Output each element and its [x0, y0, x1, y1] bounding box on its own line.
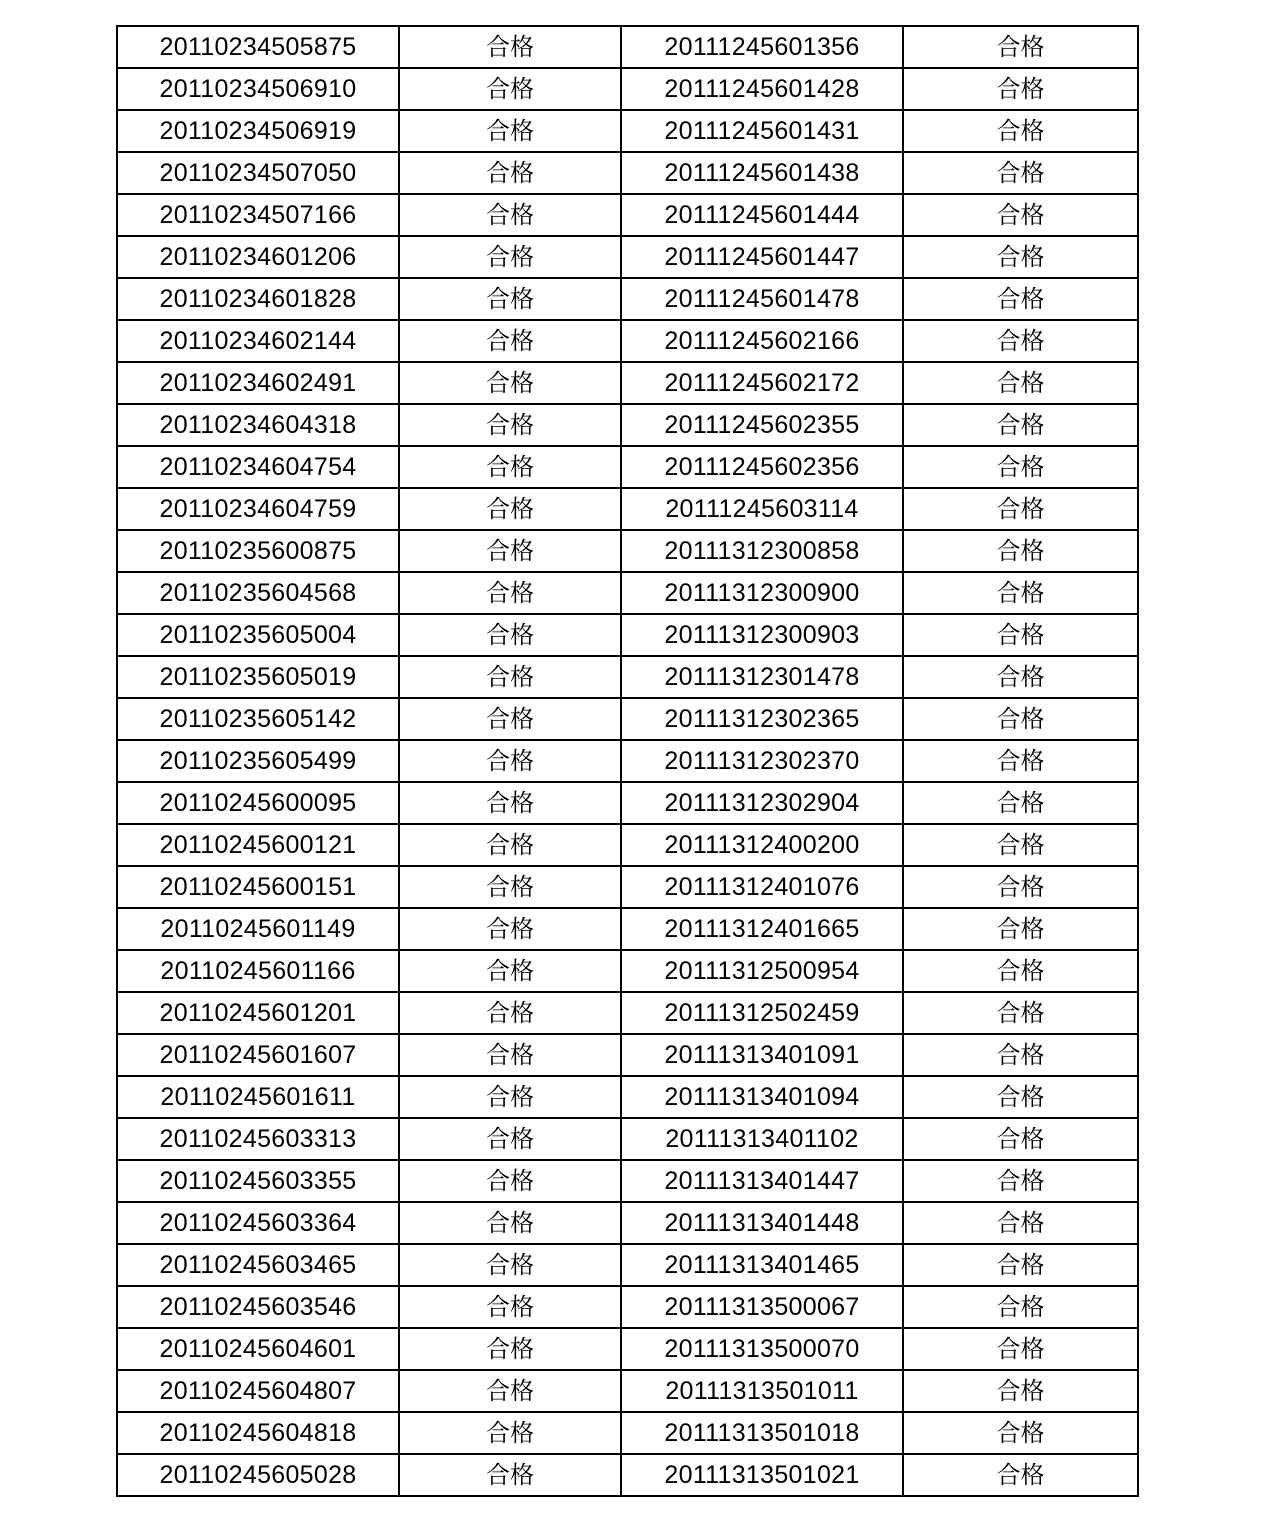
right-status-cell: 合格: [903, 320, 1138, 362]
table-row: [117, 656, 1138, 698]
right-status-cell: 合格: [903, 1454, 1138, 1496]
table-row: [117, 1118, 1138, 1160]
left-exam-id-cell: 20110245603313: [117, 1118, 399, 1160]
left-status-cell: 合格: [399, 236, 621, 278]
left-status-cell: 合格: [399, 1244, 621, 1286]
right-status-cell: 合格: [903, 1034, 1138, 1076]
table-row: [117, 992, 1138, 1034]
table-row: [117, 1244, 1138, 1286]
left-exam-id-cell: 20110245601166: [117, 950, 399, 992]
left-exam-id-cell: 20110235600875: [117, 530, 399, 572]
right-exam-id-cell: 20111245601478: [621, 278, 903, 320]
left-status-cell: 合格: [399, 698, 621, 740]
right-exam-id-cell: 20111313501021: [621, 1454, 903, 1496]
table-row: [117, 1454, 1138, 1496]
left-status-cell: 合格: [399, 992, 621, 1034]
right-exam-id-cell: 20111245602166: [621, 320, 903, 362]
right-status-cell: 合格: [903, 152, 1138, 194]
left-exam-id-cell: 20110234602144: [117, 320, 399, 362]
left-exam-id-cell: 20110245603364: [117, 1202, 399, 1244]
table-row: [117, 1034, 1138, 1076]
left-status-cell: 合格: [399, 950, 621, 992]
left-status-cell: 合格: [399, 68, 621, 110]
right-status-cell: 合格: [903, 488, 1138, 530]
right-exam-id-cell: 20111312300858: [621, 530, 903, 572]
right-status-cell: 合格: [903, 1118, 1138, 1160]
left-exam-id-cell: 20110245603355: [117, 1160, 399, 1202]
right-status-cell: 合格: [903, 866, 1138, 908]
right-exam-id-cell: 20111245601438: [621, 152, 903, 194]
table-row: [117, 68, 1138, 110]
table-row: [117, 530, 1138, 572]
right-exam-id-cell: 20111312401665: [621, 908, 903, 950]
table-row: [117, 1076, 1138, 1118]
left-exam-id-cell: 20110245604601: [117, 1328, 399, 1370]
right-exam-id-cell: 20111312500954: [621, 950, 903, 992]
right-exam-id-cell: 20111245602355: [621, 404, 903, 446]
left-status-cell: 合格: [399, 26, 621, 68]
right-status-cell: 合格: [903, 194, 1138, 236]
right-status-cell: 合格: [903, 908, 1138, 950]
right-status-cell: 合格: [903, 1370, 1138, 1412]
right-status-cell: 合格: [903, 1244, 1138, 1286]
table-row: [117, 782, 1138, 824]
table-row: [117, 908, 1138, 950]
table-row: [117, 950, 1138, 992]
right-exam-id-cell: 20111312301478: [621, 656, 903, 698]
right-status-cell: 合格: [903, 110, 1138, 152]
table-row: [117, 614, 1138, 656]
table-row: [117, 1202, 1138, 1244]
left-exam-id-cell: 20110245601611: [117, 1076, 399, 1118]
left-status-cell: 合格: [399, 1412, 621, 1454]
right-exam-id-cell: 20111245602172: [621, 362, 903, 404]
right-exam-id-cell: 20111245603114: [621, 488, 903, 530]
left-status-cell: 合格: [399, 1370, 621, 1412]
left-status-cell: 合格: [399, 740, 621, 782]
right-status-cell: 合格: [903, 782, 1138, 824]
left-exam-id-cell: 20110235605499: [117, 740, 399, 782]
right-exam-id-cell: 20111312502459: [621, 992, 903, 1034]
left-exam-id-cell: 20110234507166: [117, 194, 399, 236]
table-row: [117, 572, 1138, 614]
left-exam-id-cell: 20110245601607: [117, 1034, 399, 1076]
left-status-cell: 合格: [399, 530, 621, 572]
right-status-cell: 合格: [903, 1076, 1138, 1118]
left-exam-id-cell: 20110245604807: [117, 1370, 399, 1412]
results-table-body: [117, 26, 1138, 1496]
right-status-cell: 合格: [903, 656, 1138, 698]
left-exam-id-cell: 20110235605019: [117, 656, 399, 698]
left-status-cell: 合格: [399, 1076, 621, 1118]
left-exam-id-cell: 20110235604568: [117, 572, 399, 614]
right-exam-id-cell: 20111313401094: [621, 1076, 903, 1118]
table-row: [117, 194, 1138, 236]
table-row: [117, 236, 1138, 278]
right-status-cell: 合格: [903, 362, 1138, 404]
table-row: [117, 1286, 1138, 1328]
table-row: [117, 1328, 1138, 1370]
right-status-cell: 合格: [903, 26, 1138, 68]
left-exam-id-cell: 20110234601828: [117, 278, 399, 320]
right-exam-id-cell: 20111245601431: [621, 110, 903, 152]
right-status-cell: 合格: [903, 68, 1138, 110]
right-status-cell: 合格: [903, 1160, 1138, 1202]
right-status-cell: 合格: [903, 614, 1138, 656]
right-status-cell: 合格: [903, 992, 1138, 1034]
left-exam-id-cell: 20110234506910: [117, 68, 399, 110]
table-row: [117, 362, 1138, 404]
left-status-cell: 合格: [399, 908, 621, 950]
right-status-cell: 合格: [903, 950, 1138, 992]
left-status-cell: 合格: [399, 824, 621, 866]
right-status-cell: 合格: [903, 446, 1138, 488]
table-row: [117, 1160, 1138, 1202]
table-row: [117, 866, 1138, 908]
left-exam-id-cell: 20110245600121: [117, 824, 399, 866]
right-exam-id-cell: 20111313500067: [621, 1286, 903, 1328]
table-row: [117, 278, 1138, 320]
right-status-cell: 合格: [903, 740, 1138, 782]
left-exam-id-cell: 20110245603546: [117, 1286, 399, 1328]
left-exam-id-cell: 20110235605004: [117, 614, 399, 656]
left-exam-id-cell: 20110245600151: [117, 866, 399, 908]
left-status-cell: 合格: [399, 488, 621, 530]
right-exam-id-cell: 20111313401465: [621, 1244, 903, 1286]
left-status-cell: 合格: [399, 782, 621, 824]
right-exam-id-cell: 20111313401102: [621, 1118, 903, 1160]
right-exam-id-cell: 20111312300900: [621, 572, 903, 614]
left-exam-id-cell: 20110235605142: [117, 698, 399, 740]
left-status-cell: 合格: [399, 1202, 621, 1244]
right-status-cell: 合格: [903, 530, 1138, 572]
right-status-cell: 合格: [903, 572, 1138, 614]
right-status-cell: 合格: [903, 1202, 1138, 1244]
table-row: [117, 152, 1138, 194]
left-exam-id-cell: 20110245604818: [117, 1412, 399, 1454]
right-exam-id-cell: 20111312401076: [621, 866, 903, 908]
right-status-cell: 合格: [903, 1328, 1138, 1370]
right-status-cell: 合格: [903, 236, 1138, 278]
table-row: [117, 110, 1138, 152]
results-table: [116, 25, 1139, 1497]
left-exam-id-cell: 20110234604318: [117, 404, 399, 446]
right-exam-id-cell: 20111313401091: [621, 1034, 903, 1076]
left-status-cell: 合格: [399, 1160, 621, 1202]
left-status-cell: 合格: [399, 1118, 621, 1160]
right-exam-id-cell: 20111245601356: [621, 26, 903, 68]
table-row: [117, 824, 1138, 866]
left-status-cell: 合格: [399, 404, 621, 446]
left-status-cell: 合格: [399, 446, 621, 488]
right-status-cell: 合格: [903, 1286, 1138, 1328]
right-exam-id-cell: 20111313401447: [621, 1160, 903, 1202]
right-exam-id-cell: 20111313501018: [621, 1412, 903, 1454]
left-status-cell: 合格: [399, 614, 621, 656]
table-row: [117, 446, 1138, 488]
left-status-cell: 合格: [399, 866, 621, 908]
left-exam-id-cell: 20110234506919: [117, 110, 399, 152]
right-exam-id-cell: 20111312302904: [621, 782, 903, 824]
left-status-cell: 合格: [399, 656, 621, 698]
right-exam-id-cell: 20111245601444: [621, 194, 903, 236]
left-exam-id-cell: 20110234604754: [117, 446, 399, 488]
table-row: [117, 404, 1138, 446]
right-exam-id-cell: 20111313401448: [621, 1202, 903, 1244]
left-status-cell: 合格: [399, 110, 621, 152]
right-exam-id-cell: 20111313500070: [621, 1328, 903, 1370]
table-row: [117, 488, 1138, 530]
right-exam-id-cell: 20111312300903: [621, 614, 903, 656]
left-status-cell: 合格: [399, 1286, 621, 1328]
left-exam-id-cell: 20110234604759: [117, 488, 399, 530]
left-status-cell: 合格: [399, 1454, 621, 1496]
right-status-cell: 合格: [903, 404, 1138, 446]
left-exam-id-cell: 20110234602491: [117, 362, 399, 404]
right-exam-id-cell: 20111245601428: [621, 68, 903, 110]
left-exam-id-cell: 20110234601206: [117, 236, 399, 278]
right-status-cell: 合格: [903, 698, 1138, 740]
table-row: [117, 26, 1138, 68]
left-exam-id-cell: 20110245600095: [117, 782, 399, 824]
left-exam-id-cell: 20110234505875: [117, 26, 399, 68]
left-status-cell: 合格: [399, 320, 621, 362]
left-exam-id-cell: 20110245603465: [117, 1244, 399, 1286]
right-exam-id-cell: 20111245602356: [621, 446, 903, 488]
left-status-cell: 合格: [399, 152, 621, 194]
left-exam-id-cell: 20110245605028: [117, 1454, 399, 1496]
left-exam-id-cell: 20110234507050: [117, 152, 399, 194]
right-status-cell: 合格: [903, 278, 1138, 320]
table-row: [117, 1370, 1138, 1412]
table-row: [117, 320, 1138, 362]
left-status-cell: 合格: [399, 572, 621, 614]
right-exam-id-cell: 20111313501011: [621, 1370, 903, 1412]
right-exam-id-cell: 20111312400200: [621, 824, 903, 866]
right-exam-id-cell: 20111312302365: [621, 698, 903, 740]
left-exam-id-cell: 20110245601201: [117, 992, 399, 1034]
right-status-cell: 合格: [903, 1412, 1138, 1454]
right-exam-id-cell: 20111245601447: [621, 236, 903, 278]
left-status-cell: 合格: [399, 1328, 621, 1370]
left-exam-id-cell: 20110245601149: [117, 908, 399, 950]
right-exam-id-cell: 20111312302370: [621, 740, 903, 782]
table-row: [117, 1412, 1138, 1454]
table-row: [117, 698, 1138, 740]
right-status-cell: 合格: [903, 824, 1138, 866]
left-status-cell: 合格: [399, 1034, 621, 1076]
left-status-cell: 合格: [399, 278, 621, 320]
left-status-cell: 合格: [399, 362, 621, 404]
table-row: [117, 740, 1138, 782]
left-status-cell: 合格: [399, 194, 621, 236]
